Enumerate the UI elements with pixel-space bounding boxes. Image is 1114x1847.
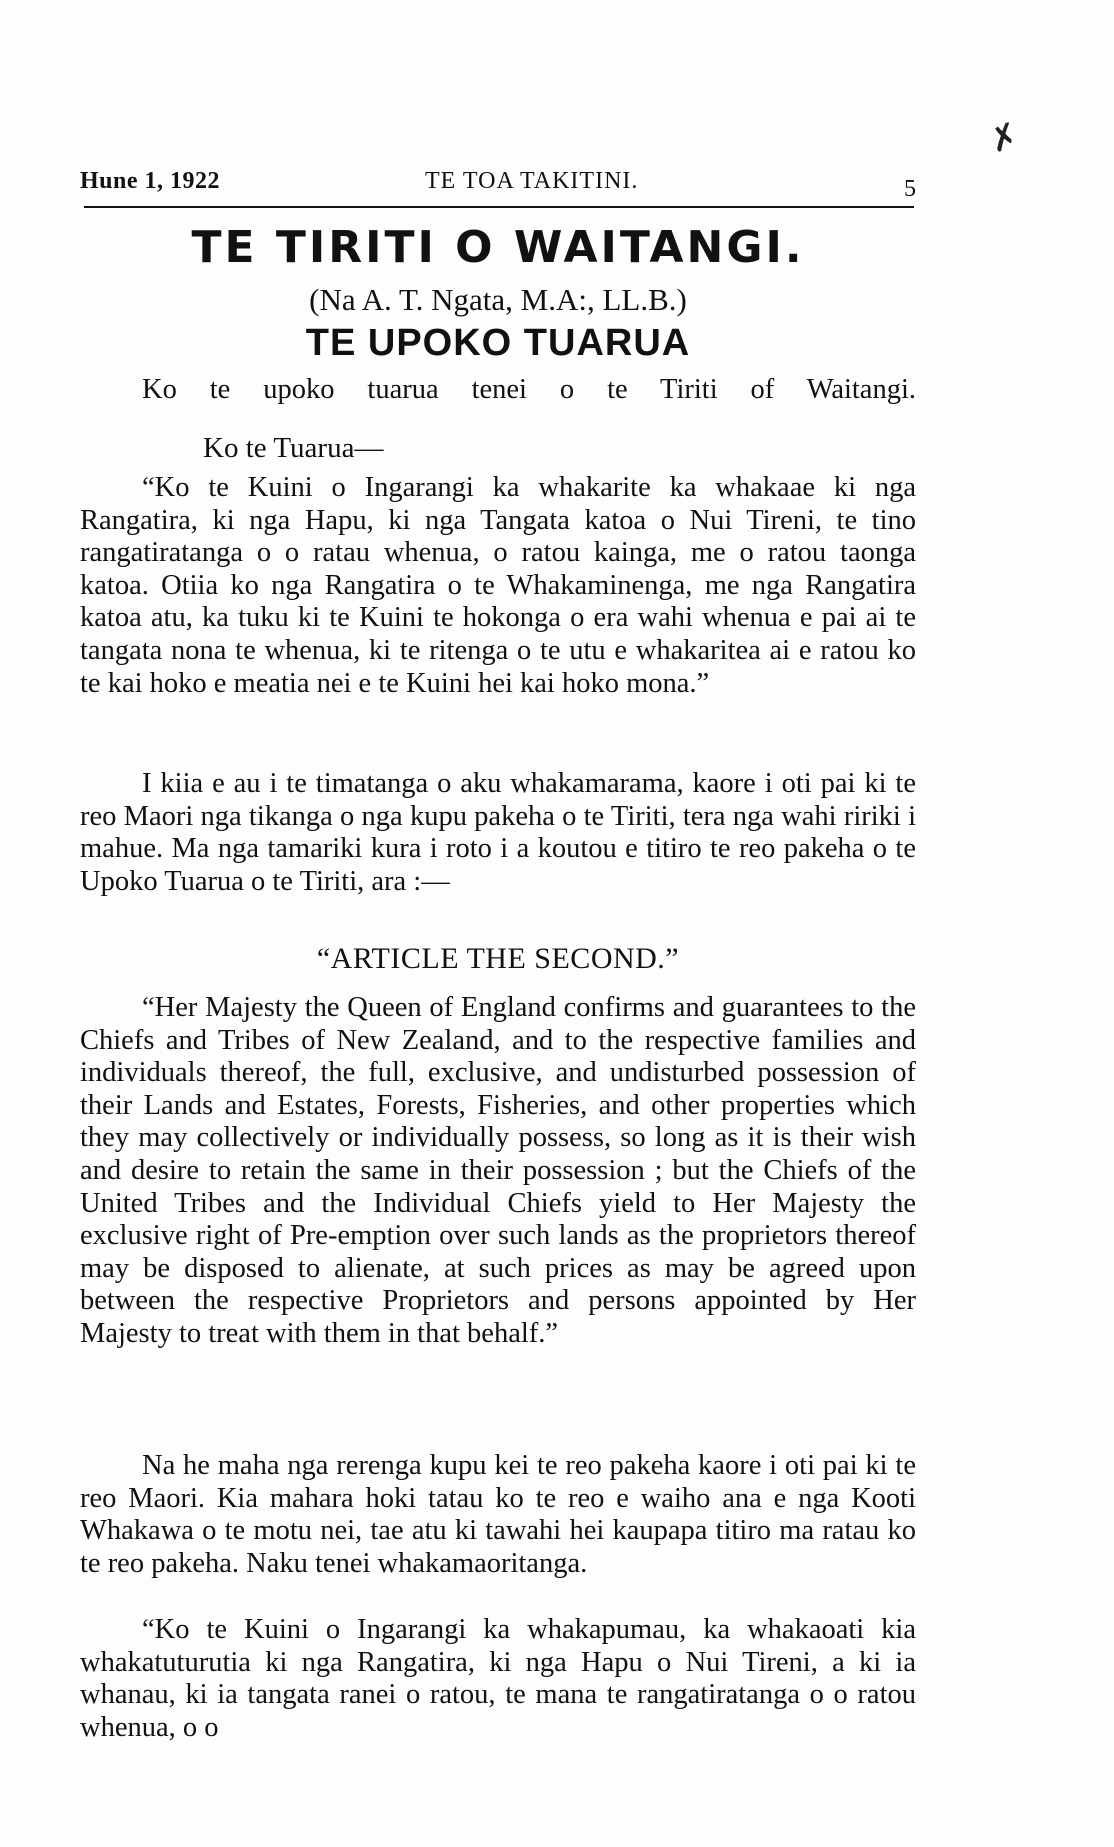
article-title: TE TIRITI O WAITANGI. — [191, 222, 805, 273]
english-treaty-quote: “Her Majesty the Queen of England confirms and guarantees to the Chiefs and Tribes of New Zealand, and to the respective families and individuals thereof, the full, exclusive, and undisturbed possession of their Lands and Estates, Forests, Fisheries, and other properties which they may collectively or individually possess, so long as it is their wish and desire to retain the same in their possession ; but the Chiefs of the United Tribes and the Individual Chiefs yield to Her Majesty the exclusive right of Pre-emption over such lands as the proprietors thereof may be disposed to alienate, at such prices as may be agreed upon between the respective Proprietors and persons appointed by Her Majesty to treat with them in that behalf.” — [80, 992, 916, 1349]
issue-date: Hune 1, 1922 — [80, 168, 221, 194]
section-label: Ko te Tuarua— — [203, 432, 384, 464]
page-number: 5 — [904, 176, 916, 202]
explanation-paragraph: I kiia e au i te timatanga o aku whakamarama, kaore i oti pai ki te reo Maori nga tikanga o nga kupu pakeha o te Tiriti, tera nga wahi ririki i mahue. Ma nga tamariki kura i roto i a koutou e titiro te reo pakeha o te Upoko Tuarua o te Tiriti, ara :— — [80, 768, 916, 897]
article-subtitle: TE UPOKO TUARUA — [305, 322, 691, 364]
intro-line: Ko te upoko tuarua tenei o te Tiriti of Waitangi. — [142, 374, 916, 405]
margin-mark: ✗ — [984, 114, 1025, 162]
publication-name: TE TOA TAKITINI. — [425, 168, 639, 194]
maori-treaty-quote: “Ko te Kuini o Ingarangi ka whakarite ka whakaae ki nga Rangatira, ki nga Hapu, ki nga Tangata katoa o Nui Tireni, te tino rangatiratanga o o ratau whenua, o ratou kainga, me o ratou taonga katoa. Otiia ko nga Rangatira o te Whakaminenga, me nga Rangatira katoa atu, ka tuku ki te Kuini te hokonga o era wahi whenua e pai ai te tangata nona te whenua, ki te ritenga o te utu e whakaritea ai e ratou ko te kai hoko e meatia nei e te Kuini hei kai hoko mona.” — [80, 472, 916, 699]
translation-note-paragraph: Na he maha nga rerenga kupu kei te reo pakeha kaore i oti pai ki te reo Maori. Kia mahara hoki tatau ko te reo e waiho ana e nga Kooti Whakawa o te motu nei, tae atu ki tawahi hei kaupapa titiro ma ratau ko te reo pakeha. Naku tenei whakamaoritanga. — [80, 1450, 916, 1579]
article-byline: (Na A. T. Ngata, M.A:, LL.B.) — [309, 282, 687, 317]
english-article-heading: “ARTICLE THE SECOND.” — [316, 942, 680, 975]
running-header — [80, 168, 916, 200]
new-translation-paragraph: “Ko te Kuini o Ingarangi ka whakapumau, ka whakaoati kia whakatuturutia ki nga Rangatira, ki nga Hapu o Nui Tireni, a ki ia whanau, ki ia tangata ranei o ratou, te mana te rangatiratanga o o ratou whenua, o o — [80, 1614, 916, 1743]
header-rule — [84, 206, 914, 208]
